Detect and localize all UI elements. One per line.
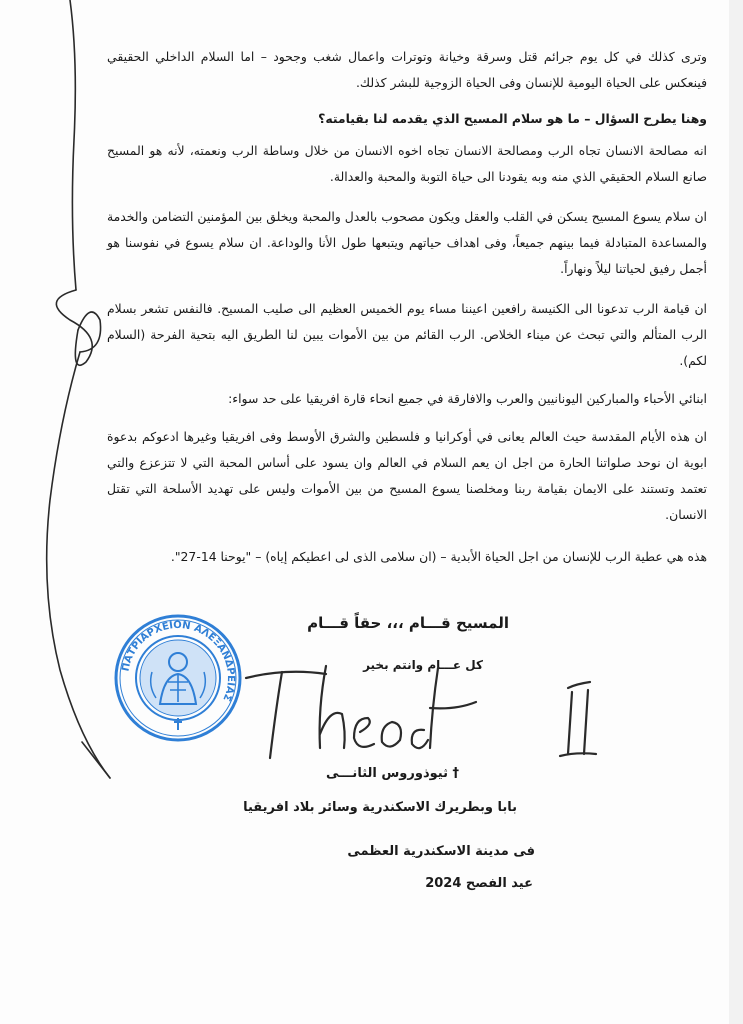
paragraph-8: هذه هي عطية الرب للإنسان من اجل الحياة الأبدية – (ان سلامى الذى لى اعطيكم إياه) – "يوحنا 14-27".: [170, 549, 707, 564]
signatory-title: بابا وبطريرك الاسكندرية وسائر بلاد افريقيا: [243, 800, 517, 815]
signatory-name: † ثيوذوروس الثانـــى: [325, 766, 459, 781]
page-edge: [729, 0, 743, 1024]
christ-risen-line: المسيح قـــام ،،، حقاً قـــام: [307, 614, 509, 632]
greeting-line: كل عـــام وانتم بخير: [363, 658, 483, 672]
paragraph-7: ان هذه الأيام المقدسة حيث العالم يعانى في أوكرانيا و فلسطين والشرق الأوسط وفى افريقيا وغيرها ادعوكم بدعوة ابوية ان نوحد صلواتنا الحارة من اجل ان يعم السلام في العالم وان يسود على أساس المحبة التي لا تتزعزع والتي تعتمد وتستند على الايمان بقيامة ربنا ومخلصنا يسوع المسيح من بين الأموات وليس على تهديد الأسلحة التي تقتل الانسان.: [107, 429, 707, 522]
letter-date: عيد الفصح 2024: [425, 876, 533, 891]
margin-flourish: [0, 0, 120, 780]
paragraph-5: ان قيامة الرب تدعونا الى الكنيسة رافعين اعيننا مساء يوم الخميس العظيم الى صليب المسيح. فالنفس تشعر بسلام الرب المتألم والتي تبحث عن ميناء الخلاص. الرب القائم من بين الأموات يبين لنا الطريق اليه بتحية الفرحة (السلام لكم).: [107, 301, 707, 368]
paragraph-1: وترى كذلك في كل يوم جرائم قتل وسرقة وخيانة وتوترات واعمال شغب وجحود – اما السلام الداخلي الحقيقي فينعكس على الحياة اليومية للإنسان وفى الحياة الزوجية للبشر كذلك.: [107, 49, 707, 90]
seal-text: ΠΑΤΡΙΑΡΧΕΙΟΝ ΑΛΕΞΑΝΔΡΕΙΑΣ: [120, 619, 237, 703]
paragraph-3: انه مصالحة الانسان تجاه الرب ومصالحة الانسان تجاه اخوه الانسان من خلال وساطة الرب ونعمته، لأنه هو المسيح صانع السلام الحقيقي الذي منه وبه يقودنا الى حياة التوبة والمحبة والعدالة.: [107, 143, 707, 184]
handwritten-signature: [176, 648, 616, 778]
paragraph-4: ان سلام يسوع المسيح يسكن في القلب والعقل ويكون مصحوب بالعدل والمحبة ويخلق بين المؤمنين التضامن والخدمة والمساعدة المتبادلة فيما بينهم جميعاً، وفى اهداف حياتهم ويتبعها طول الأنا والوداعة. ان سلام يسوع في نفوسنا هو أجمل رفيق لحياتنا ليلاً ونهاراً.: [107, 209, 707, 276]
paragraph-6: ابنائي الأحباء والمباركين اليونانيين والعرب والافارقة في جميع انحاء قارة افريقيا على حد سواء:: [228, 391, 707, 406]
paragraph-question: وهنا يطرح السؤال – ما هو سلام المسيح الذي يقدمه لنا بقيامته؟: [318, 111, 707, 126]
letter-place: فى مدينة الاسكندرية العظمى: [347, 844, 535, 859]
